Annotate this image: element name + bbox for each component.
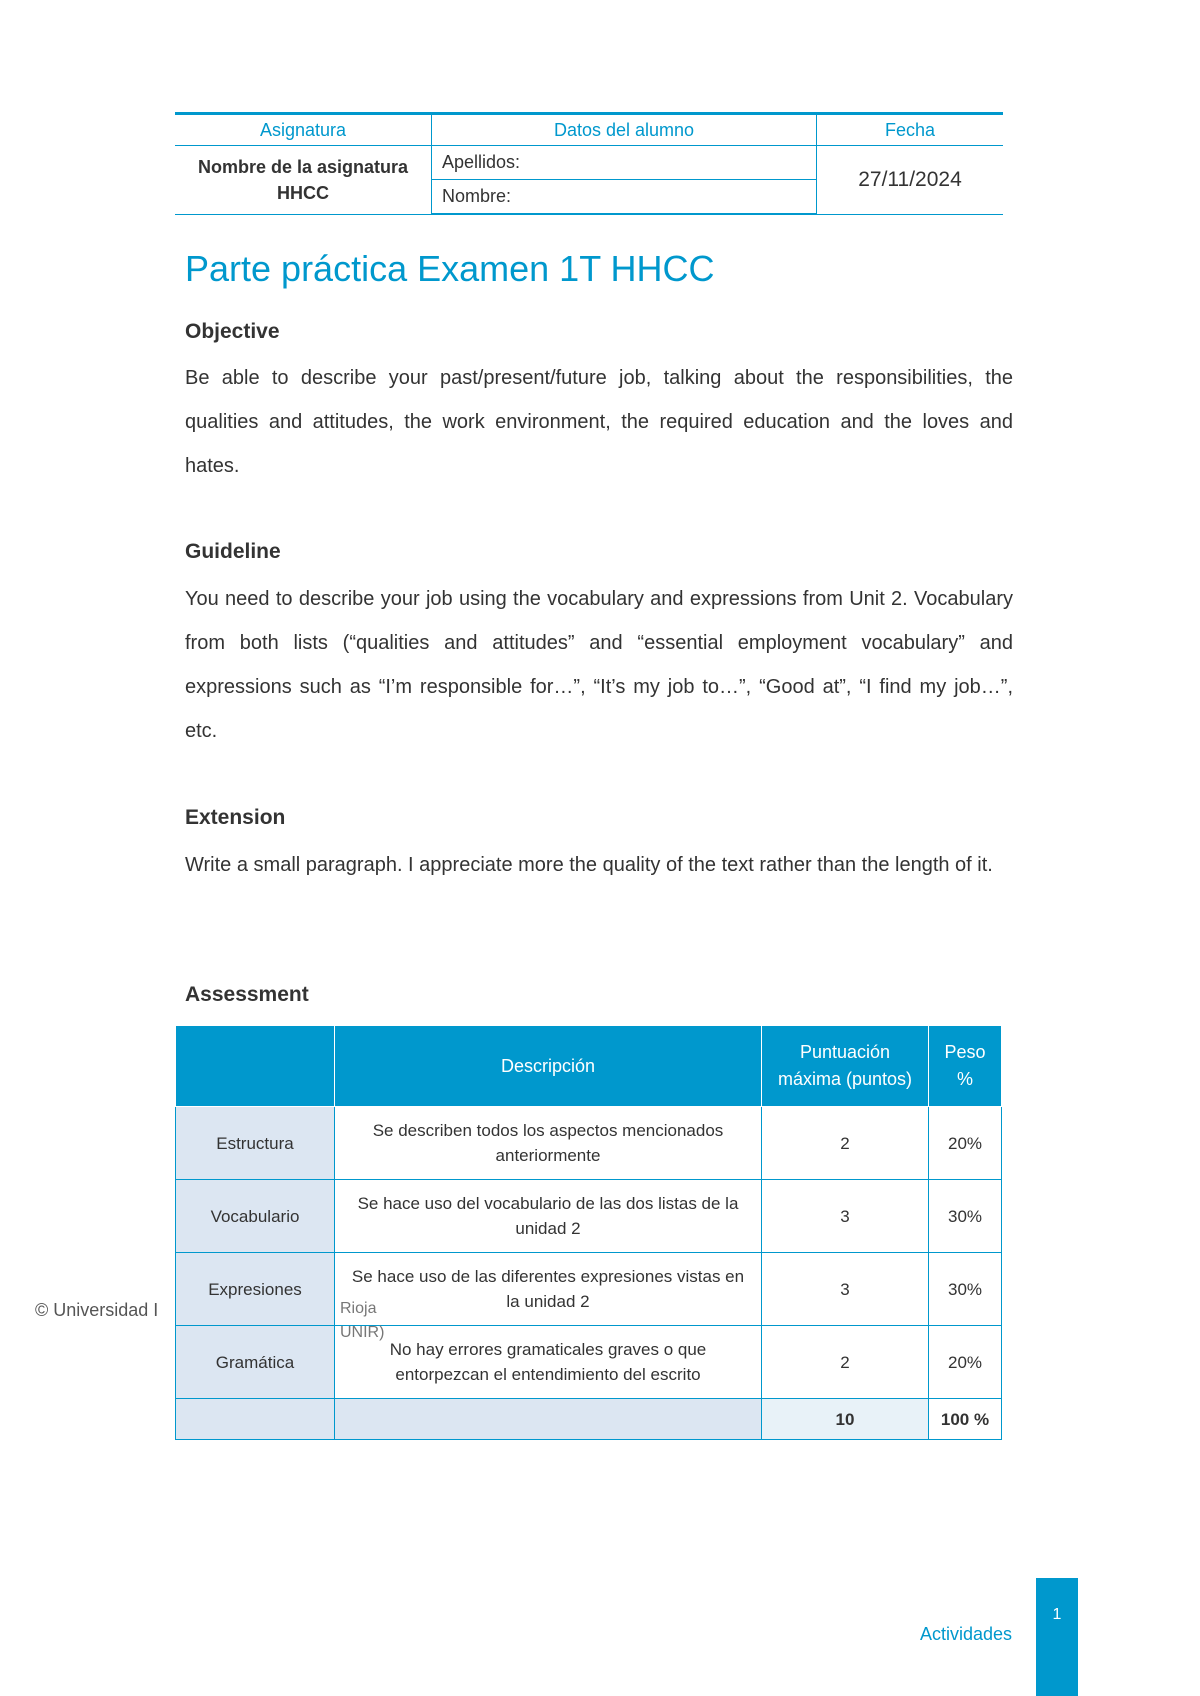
- description-cell: Se hace uso del vocabulario de las dos listas de la unidad 2: [335, 1180, 762, 1253]
- weight-cell: 30%: [929, 1253, 1002, 1326]
- header-table: [175, 112, 1003, 215]
- assessment-header-points: Puntuación máxima (puntos): [762, 1026, 929, 1107]
- page-title: Parte práctica Examen 1T HHCC: [185, 248, 715, 289]
- surname-field[interactable]: Apellidos:: [432, 146, 817, 180]
- page-number: 1: [1036, 1578, 1078, 1696]
- header-col-student: Datos del alumno: [432, 114, 817, 146]
- footer-label: Actividades: [920, 1624, 1013, 1644]
- weight-cell: 30%: [929, 1180, 1002, 1253]
- objective-text: Be able to describe your past/present/future job, talking about the responsibilities, the qualities and attitudes, the work environment, the required education and the loves and hates.: [185, 367, 1013, 477]
- points-cell: 3: [762, 1253, 929, 1326]
- watermark-line1: Rioja: [340, 1300, 377, 1317]
- total-blank-cell: [335, 1399, 762, 1440]
- criterion-cell: Expresiones: [176, 1253, 335, 1326]
- table-row: [176, 1107, 1002, 1180]
- assessment-heading: Assessment: [185, 983, 309, 1006]
- assessment-table: [175, 1025, 1002, 1440]
- subject-name: [175, 146, 432, 215]
- objective-heading: Objective: [185, 320, 280, 343]
- table-row: [176, 1180, 1002, 1253]
- total-row: [176, 1399, 1002, 1440]
- assessment-header-weight: Peso %: [929, 1026, 1002, 1107]
- criterion-cell: Vocabulario: [176, 1180, 335, 1253]
- points-cell: 2: [762, 1326, 929, 1399]
- guideline-text: You need to describe your job using the vocabulary and expressions from Unit 2. Vocabulary from both lists (“qualities and attitudes” and “essential employment vocabulary” and expressions such as “I’m responsible for…”, “It’s my job to…”, “Good at”, “I find my job…”, etc.: [185, 588, 1013, 742]
- description-cell: Se hace uso de las diferentes expresiones vistas en la unidad 2: [335, 1253, 762, 1326]
- assessment-header-blank: [176, 1026, 335, 1107]
- extension-heading: Extension: [185, 806, 286, 829]
- guideline-heading: Guideline: [185, 540, 281, 563]
- subject-name-line1: Nombre de la asignatura: [197, 156, 409, 177]
- header-col-subject: Asignatura: [175, 114, 432, 146]
- weight-cell: 20%: [929, 1326, 1002, 1399]
- exam-date: 27/11/2024: [817, 146, 1004, 215]
- weight-cell: 20%: [929, 1107, 1002, 1180]
- total-blank-cell: [176, 1399, 335, 1440]
- table-row: [176, 1326, 1002, 1399]
- name-field[interactable]: Nombre:: [432, 180, 817, 215]
- criterion-cell: Gramática: [176, 1326, 335, 1399]
- copyright-watermark: © Universidad I: [35, 1300, 159, 1320]
- table-row: [176, 1253, 1002, 1326]
- points-cell: 3: [762, 1180, 929, 1253]
- subject-name-line2: HHCC: [277, 182, 329, 203]
- total-points: 10: [762, 1399, 929, 1440]
- description-cell: No hay errores gramaticales graves o que entorpezcan el entendimiento del escrito: [335, 1326, 762, 1399]
- total-weight: 100 %: [929, 1399, 1002, 1440]
- watermark-line2: UNIR): [340, 1324, 385, 1341]
- description-cell: Se describen todos los aspectos mencionados anteriormente: [335, 1107, 762, 1180]
- header-col-date: Fecha: [817, 114, 1004, 146]
- assessment-header-description: Descripción: [335, 1026, 762, 1107]
- points-cell: 2: [762, 1107, 929, 1180]
- extension-text: Write a small paragraph. I appreciate more the quality of the text rather than the length of it.: [185, 854, 993, 876]
- criterion-cell: Estructura: [176, 1107, 335, 1180]
